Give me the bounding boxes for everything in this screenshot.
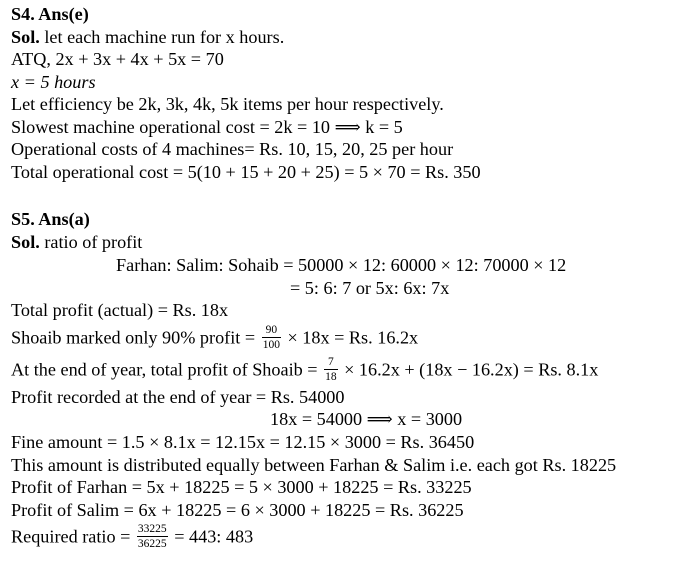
s5-shoaib-marked — [11, 326, 418, 353]
s4-efficiency: Let efficiency be 2k, 3k, 4k, 5k items per hour respectively. — [11, 94, 444, 114]
s5-fine-amount: Fine amount = 1.5 × 8.1x = 12.15x = 12.15 × 3000 = Rs. 36450 — [11, 432, 475, 452]
s5-shoaib-post: × 18x = Rs. 16.2x — [282, 327, 419, 348]
s5-farhan-profit: Profit of Farhan = 5x + 18225 = 5 × 3000 + 18225 = Rs. 33225 — [11, 477, 472, 497]
s5-sol-text: ratio of profit — [39, 232, 143, 252]
s5-req-pre: Required ratio = — [11, 526, 135, 547]
s5-required-ratio — [11, 525, 253, 552]
s5-solve-x: 18x = 54000 ⟹ x = 3000 — [270, 409, 463, 429]
s5-distribution: This amount is distributed equally between Farhan & Salim i.e. each got Rs. 18225 — [11, 455, 617, 475]
s5-heading: S5. Ans(a) — [11, 209, 90, 229]
s4-slowest-cost: Slowest machine operational cost = 2k = 10 ⟹ k = 5 — [11, 117, 403, 137]
fraction-denominator: 100 — [262, 339, 280, 351]
fraction-denominator: 18 — [325, 371, 337, 383]
s5-total-profit: Total profit (actual) = Rs. 18x — [11, 300, 229, 320]
fraction-denominator: 36225 — [137, 538, 167, 550]
s5-profit-recorded: Profit recorded at the end of year = Rs. 54000 — [11, 387, 345, 407]
s5-ratio-line-1: Farhan: Salim: Sohaib = 50000 × 12: 60000 × 12: 70000 × 12 — [116, 255, 567, 275]
s5-salim-profit: Profit of Salim = 6x + 18225 = 6 × 3000 + 18225 = Rs. 36225 — [11, 500, 464, 520]
s5-end-pre: At the end of year, total profit of Shoaib = — [11, 359, 323, 380]
s5-end-fraction — [324, 356, 338, 383]
s4-total-operational-cost: Total operational cost = 5(10 + 15 + 20 + 25) = 5 × 70 = Rs. 350 — [11, 162, 481, 182]
s5-sol-label: Sol. — [11, 232, 40, 252]
s5-ratio-line-2: = 5: 6: 7 or 5x: 6x: 7x — [290, 278, 450, 298]
s4-sol-text: let each machine run for x hours. — [39, 27, 285, 47]
s5-end-post: × 16.2x + (18x − 16.2x) = Rs. 8.1x — [339, 359, 599, 380]
s4-x-value: x = 5 hours — [11, 72, 96, 92]
s5-req-post: = 443: 483 — [169, 526, 254, 547]
s5-req-fraction — [137, 523, 168, 550]
fraction-numerator: 7 — [324, 356, 338, 370]
s4-sol-line — [11, 26, 284, 48]
fraction-numerator: 90 — [262, 324, 281, 338]
s5-shoaib-fraction — [262, 324, 281, 351]
s4-sol-label: Sol. — [11, 27, 40, 47]
s4-heading: S4. Ans(e) — [11, 4, 89, 24]
s5-sol-line — [11, 231, 142, 253]
s5-shoaib-pre: Shoaib marked only 90% profit = — [11, 327, 260, 348]
s5-end-of-year — [11, 358, 598, 385]
s4-operational-costs: Operational costs of 4 machines= Rs. 10, 15, 20, 25 per hour — [11, 139, 454, 159]
s4-atq-equation: ATQ, 2x + 3x + 4x + 5x = 70 — [11, 49, 224, 69]
fraction-numerator: 33225 — [137, 523, 167, 535]
